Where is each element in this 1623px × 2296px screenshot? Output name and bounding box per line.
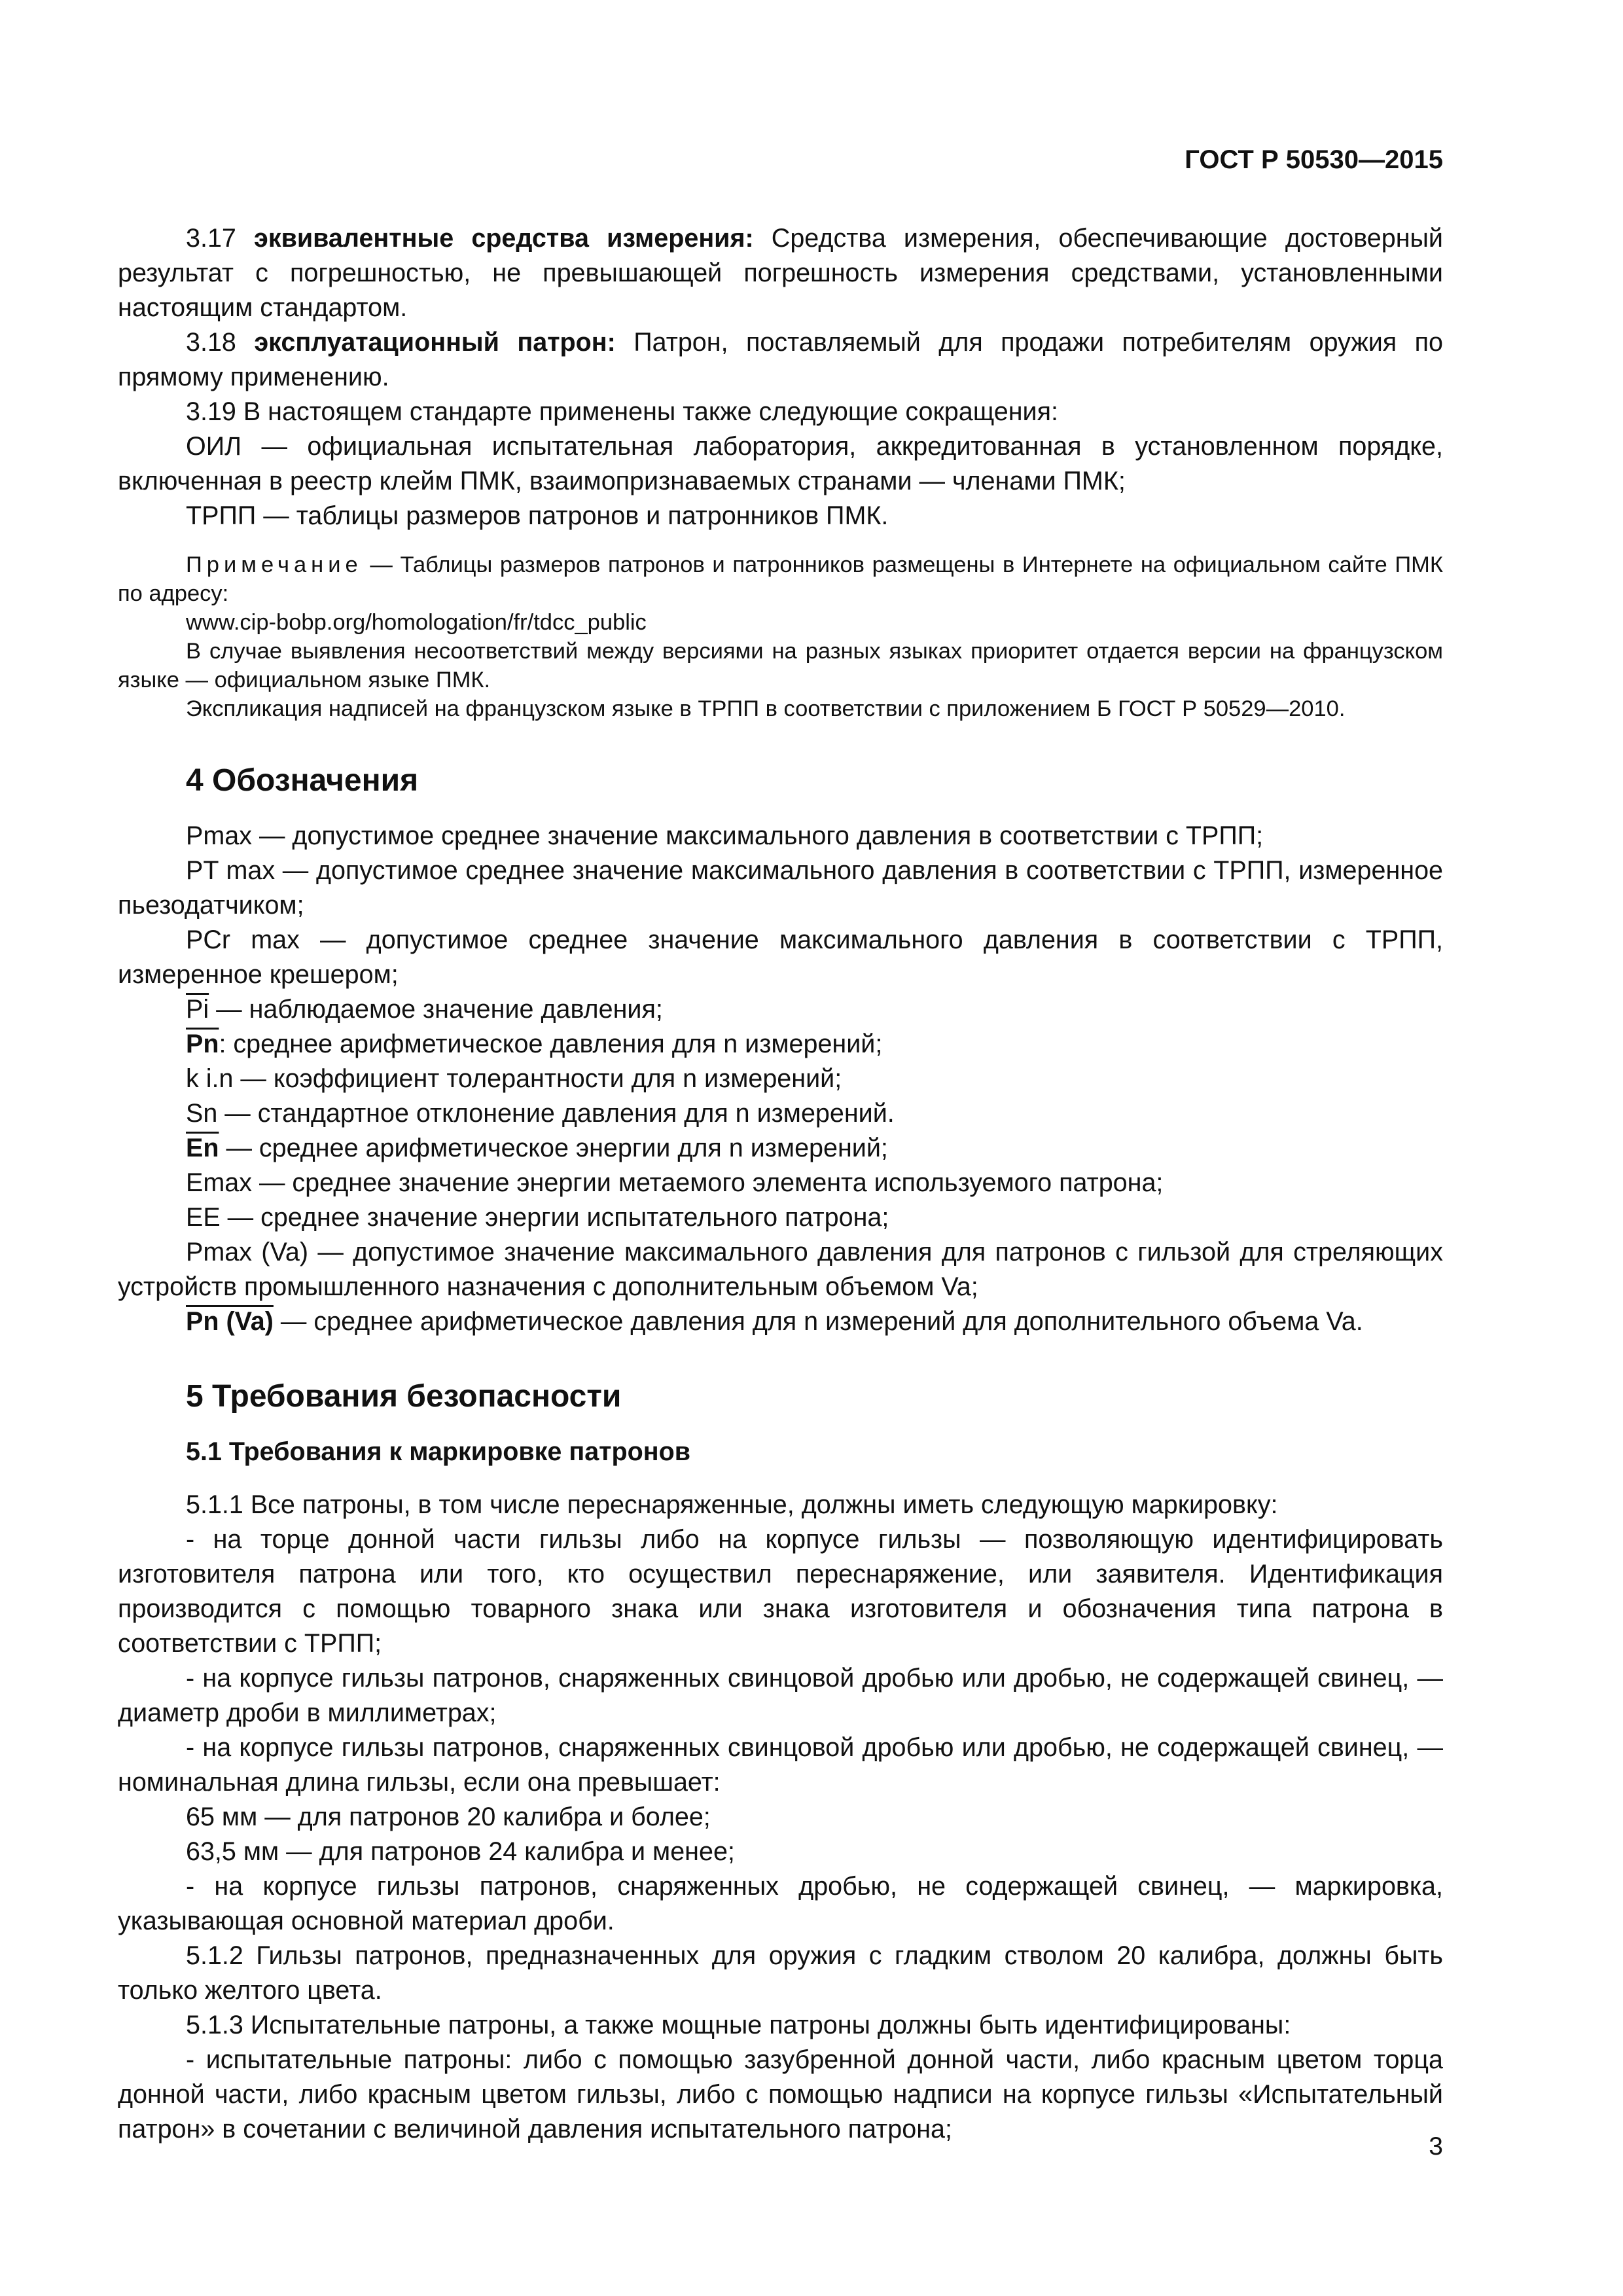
symbol-description: — среднее значение энергии метаемого элемента используемого патрона; [251, 1168, 1164, 1197]
definition-3-17 [118, 221, 1443, 325]
symbol: PT max [186, 856, 276, 885]
definition-term: эквивалентные средства измерения: [254, 224, 754, 253]
subsection-5-1-title: 5.1 Требования к маркировке патронов [186, 1437, 691, 1466]
symbol: Pmax (Va) [186, 1238, 308, 1266]
symbol-description: — среднее значение энергии испытательного патрона; [220, 1203, 889, 1232]
symbol: $\overline{En}$ [186, 1134, 219, 1162]
symbol-item [118, 1027, 1443, 1062]
symbol-item [118, 1062, 1443, 1096]
abbreviations-intro: 3.19 В настоящем стандарте применены также следующие сокращения: [186, 397, 1058, 426]
symbol-item [118, 1235, 1443, 1304]
section-4-title: 4 Обозначения [186, 763, 419, 798]
symbol-description: — допустимое значение максимального давления для патронов с гильзой для стреляющих устройств промышленного назначения с дополнительным объемом Va; [118, 1238, 1443, 1301]
symbol-item [118, 992, 1443, 1027]
symbol: Emax [186, 1168, 252, 1197]
note-block [118, 550, 1443, 723]
note-url: www.cip-bobp.org/homologation/fr/tdcc_public [186, 610, 647, 635]
symbol: Sn [186, 1099, 218, 1128]
definition-number: 3.18 [186, 328, 236, 357]
note-label: Примечание [186, 552, 363, 577]
symbol-description: — наблюдаемое значение давления; [209, 995, 663, 1024]
symbol-description: — допустимое среднее значение максимального давления в соответствии с ТРПП, измеренное крешером; [118, 925, 1444, 989]
symbol-item [118, 1200, 1443, 1235]
symbol: $\overline{Pn}$ [186, 1030, 219, 1058]
requirement-paragraph: 63,5 мм — для патронов 24 калибра и менее; [186, 1837, 735, 1866]
symbol-description: — среднее арифметическое давления для n измерений для дополнительного объема Va. [273, 1307, 1363, 1336]
requirement-paragraph: 5.1.2 Гильзы патронов, предназначенных для оружия с гладким стволом 20 калибра, должны быть только желтого цвета. [118, 1941, 1443, 2005]
symbol-description: — среднее арифметическое энергии для n измерений; [219, 1134, 888, 1162]
note-language-priority: В случае выявления несоответствий между версиями на разных языках приоритет отдается версии на французском языке — официальном языке ПМК. [118, 639, 1443, 692]
symbol: k i.n [186, 1064, 234, 1093]
requirement-paragraph: - испытательные патроны: либо с помощью зазубренной донной части, либо красным цветом торца донной части, либо красным цветом гильзы, либо с помощью надписи на корпусе гильзы «Испытательный патрон» в сочетании с величиной давления испытательного патрона; [118, 2045, 1443, 2144]
abbreviation-oil: ОИЛ — официальная испытательная лаборатория, аккредитованная в установленном порядке, включенная в реестр клейм ПМК, взаимопризнаваемых странами — членами ПМК; [118, 432, 1443, 495]
page-number: 3 [1429, 2132, 1443, 2161]
definition-text: Средства измерения, обеспечивающие достоверный результат с погрешностью, не превышающей погрешность измерения средствами, установленными настоящим стандартом. [118, 224, 1443, 322]
document-body [118, 221, 1443, 2147]
requirement-paragraph: - на корпусе гильзы патронов, снаряженных свинцовой дробью или дробью, не содержащей свинец, — диаметр дроби в миллиметрах; [118, 1664, 1443, 1727]
requirement-paragraph: - на корпусе гильзы патронов, снаряженных дробью, не содержащей свинец, — маркировка, указывающая основной материал дроби. [118, 1872, 1443, 1935]
symbol-item [118, 1304, 1443, 1339]
symbol: Pn (Va) [186, 1307, 274, 1336]
note-paragraph [118, 550, 1443, 608]
requirement-paragraph: - на корпусе гильзы патронов, снаряженных свинцовой дробью или дробью, не содержащей свинец, — номинальная длина гильзы, если она превышает: [118, 1733, 1443, 1797]
symbol-item [118, 853, 1443, 923]
symbol-description: — коэффициент толерантности для n измерений; [233, 1064, 842, 1093]
abbreviation-trpp: ТРПП — таблицы размеров патронов и патронников ПМК. [186, 501, 889, 530]
symbol-item [118, 923, 1443, 992]
document-id-header: ГОСТ Р 50530—2015 [1185, 145, 1443, 174]
symbol: $\overline{Pi}$ [186, 995, 209, 1024]
requirement-paragraph: 65 мм — для патронов 20 калибра и более; [186, 1803, 711, 1831]
definition-text: Патрон, поставляемый для продажи потребителям оружия по прямому применению. [118, 328, 1443, 391]
definition-3-18 [118, 325, 1443, 395]
symbol-description: — допустимое среднее значение максимального давления в соответствии с ТРПП; [251, 821, 1264, 850]
requirement-paragraph: - на торце донной части гильзы либо на корпусе гильзы — позволяющую идентифицировать изготовителя патрона или того, кто осуществил переснаряжение, или заявителя. Идентификация производится с помощью товарного знака или знака изготовителя и обозначения типа патрона в соответствии с ТРПП; [118, 1525, 1443, 1658]
note-text: — Таблицы размеров патронов и патронников размещены в Интернете на официальном сайте ПМК по адресу: [118, 552, 1443, 606]
definition-term: эксплуатационный патрон: [254, 328, 616, 357]
requirement-paragraph: 5.1.1 Все патроны, в том числе переснаряженные, должны иметь следующую маркировку: [186, 1490, 1278, 1519]
symbol: EE [186, 1203, 221, 1232]
symbol-description: — стандартное отклонение давления для n измерений. [217, 1099, 895, 1128]
symbol-item [118, 1096, 1443, 1131]
section-5-title: 5 Требования безопасности [186, 1379, 622, 1414]
definition-number: 3.17 [186, 224, 236, 253]
symbol-description: : среднее арифметическое давления для n измерений; [219, 1030, 883, 1058]
requirement-paragraph: 5.1.3 Испытательные патроны, а также мощные патроны должны быть идентифицированы: [186, 2011, 1291, 2039]
note-explication: Экспликация надписей на французском языке в ТРПП в соответствии с приложением Б ГОСТ Р 50529—2010. [186, 696, 1346, 721]
symbol-item [118, 819, 1443, 853]
symbol: Pmax [186, 821, 252, 850]
symbol-item [118, 1131, 1443, 1166]
symbol-item [118, 1166, 1443, 1200]
symbol-description: — допустимое среднее значение максимального давления в соответствии с ТРПП, измеренное пьезодатчиком; [118, 856, 1444, 920]
symbol: PCr max [186, 925, 300, 954]
